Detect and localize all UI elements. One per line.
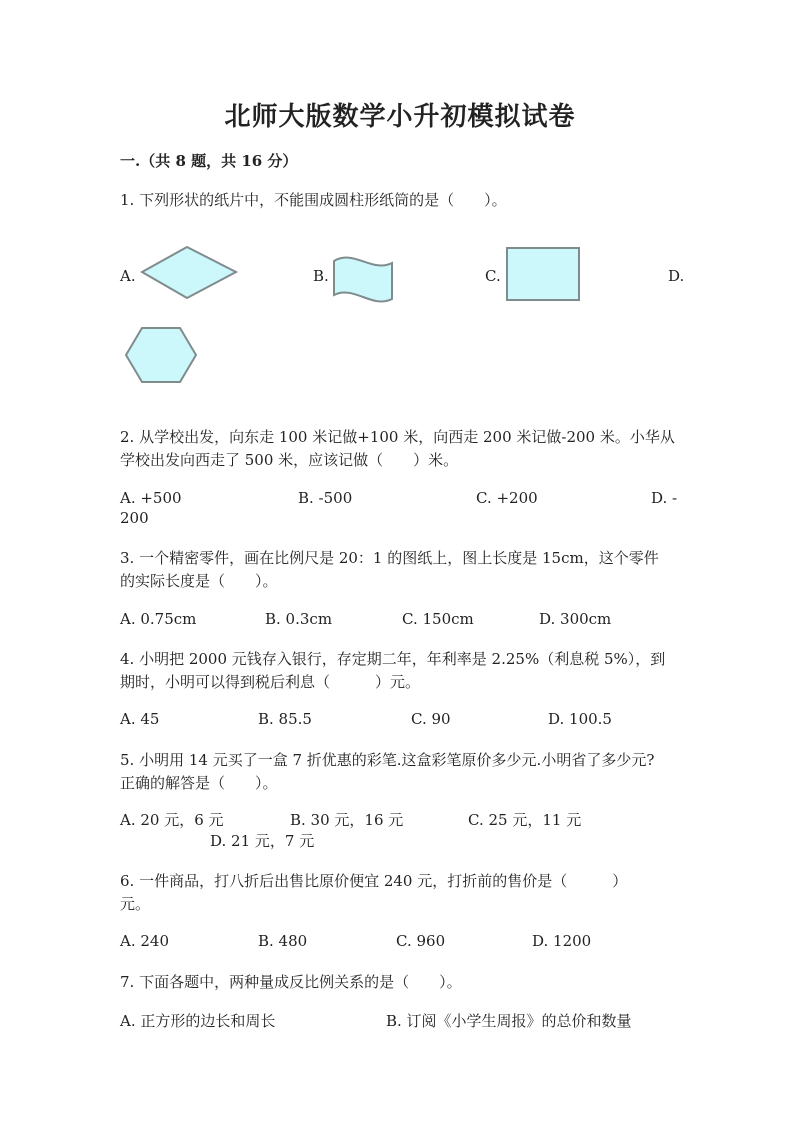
section-heading: 一.（共 8 题，共 16 分） (120, 152, 298, 170)
q2-option-c: C. +200 (476, 489, 538, 507)
q3-option-c: C. 150cm (402, 610, 474, 628)
question-3-line-1: 3. 一个精密零件，画在比例尺是 20：1 的图纸上，图上长度是 15cm，这个零件 (120, 549, 659, 567)
q5-option-c: C. 25 元，11 元 (468, 811, 582, 829)
q5-option-a: A. 20 元，6 元 (120, 811, 224, 829)
question-5-line-1: 5. 小明用 14 元买了一盒 7 折优惠的彩笔.这盒彩笔原价多少元.小明省了多少元? (120, 751, 655, 769)
q2-option-b: B. -500 (298, 489, 353, 507)
question-4-line-1: 4. 小明把 2000 元钱存入银行，存定期二年，年利率是 2.25%（利息税 5%），到 (120, 650, 666, 668)
q1-option-d-hexagon-shape (124, 326, 200, 386)
q1-option-a-rhombus-shape (140, 245, 240, 301)
q1-option-d-label: D. (668, 267, 685, 285)
page-title: 北师大版数学小升初模拟试卷 (224, 102, 576, 132)
question-3-line-2: 的实际长度是（ ）。 (120, 572, 278, 590)
q4-option-c: C. 90 (411, 710, 451, 728)
q6-option-d: D. 1200 (532, 932, 592, 950)
q1-option-c-label: C. (485, 267, 501, 285)
q5-option-d: D. 21 元，7 元 (210, 832, 315, 850)
q7-option-b: B. 订阅《小学生周报》的总价和数量 (386, 1012, 632, 1030)
question-2-line-1: 2. 从学校出发，向东走 100 米记做+100 米，向西走 200 米记做-200 米。小华从 (120, 428, 675, 446)
q2-option-d: D. - (651, 489, 678, 507)
q2-option-a: A. +500 (120, 489, 182, 507)
q6-option-c: C. 960 (396, 932, 446, 950)
q5-option-b: B. 30 元，16 元 (290, 811, 404, 829)
question-1-text: 1. 下列形状的纸片中，不能围成圆柱形纸筒的是（ ）。 (120, 191, 507, 209)
question-2-line-2: 学校出发向西走了 500 米，应该记做（ ）米。 (120, 451, 459, 469)
q3-option-d: D. 300cm (539, 610, 612, 628)
q6-option-b: B. 480 (258, 932, 308, 950)
q1-option-a-label: A. (120, 267, 136, 285)
question-7-text: 7. 下面各题中，两种量成反比例关系的是（ ）。 (120, 973, 462, 991)
q1-option-b-label: B. (313, 267, 329, 285)
q4-option-d: D. 100.5 (548, 710, 612, 728)
q3-option-b: B. 0.3cm (265, 610, 333, 628)
q4-option-a: A. 45 (120, 710, 160, 728)
q4-option-b: B. 85.5 (258, 710, 312, 728)
q3-option-a: A. 0.75cm (120, 610, 197, 628)
q7-option-a: A. 正方形的边长和周长 (120, 1012, 276, 1030)
question-6-line-1: 6. 一件商品，打八折后出售比原价便宜 240 元，打折前的售价是（ ） (120, 872, 628, 890)
q1-option-c-rectangle-shape (505, 246, 581, 302)
question-6-line-2: 元。 (120, 895, 151, 913)
question-4-line-2: 期时，小明可以得到税后利息（ ）元。 (120, 673, 421, 691)
q6-option-a: A. 240 (120, 932, 169, 950)
question-5-line-2: 正确的解答是（ ）。 (120, 774, 278, 792)
q1-option-b-wave-shape (332, 255, 396, 305)
q2-option-d-wrap: 200 (120, 509, 149, 527)
